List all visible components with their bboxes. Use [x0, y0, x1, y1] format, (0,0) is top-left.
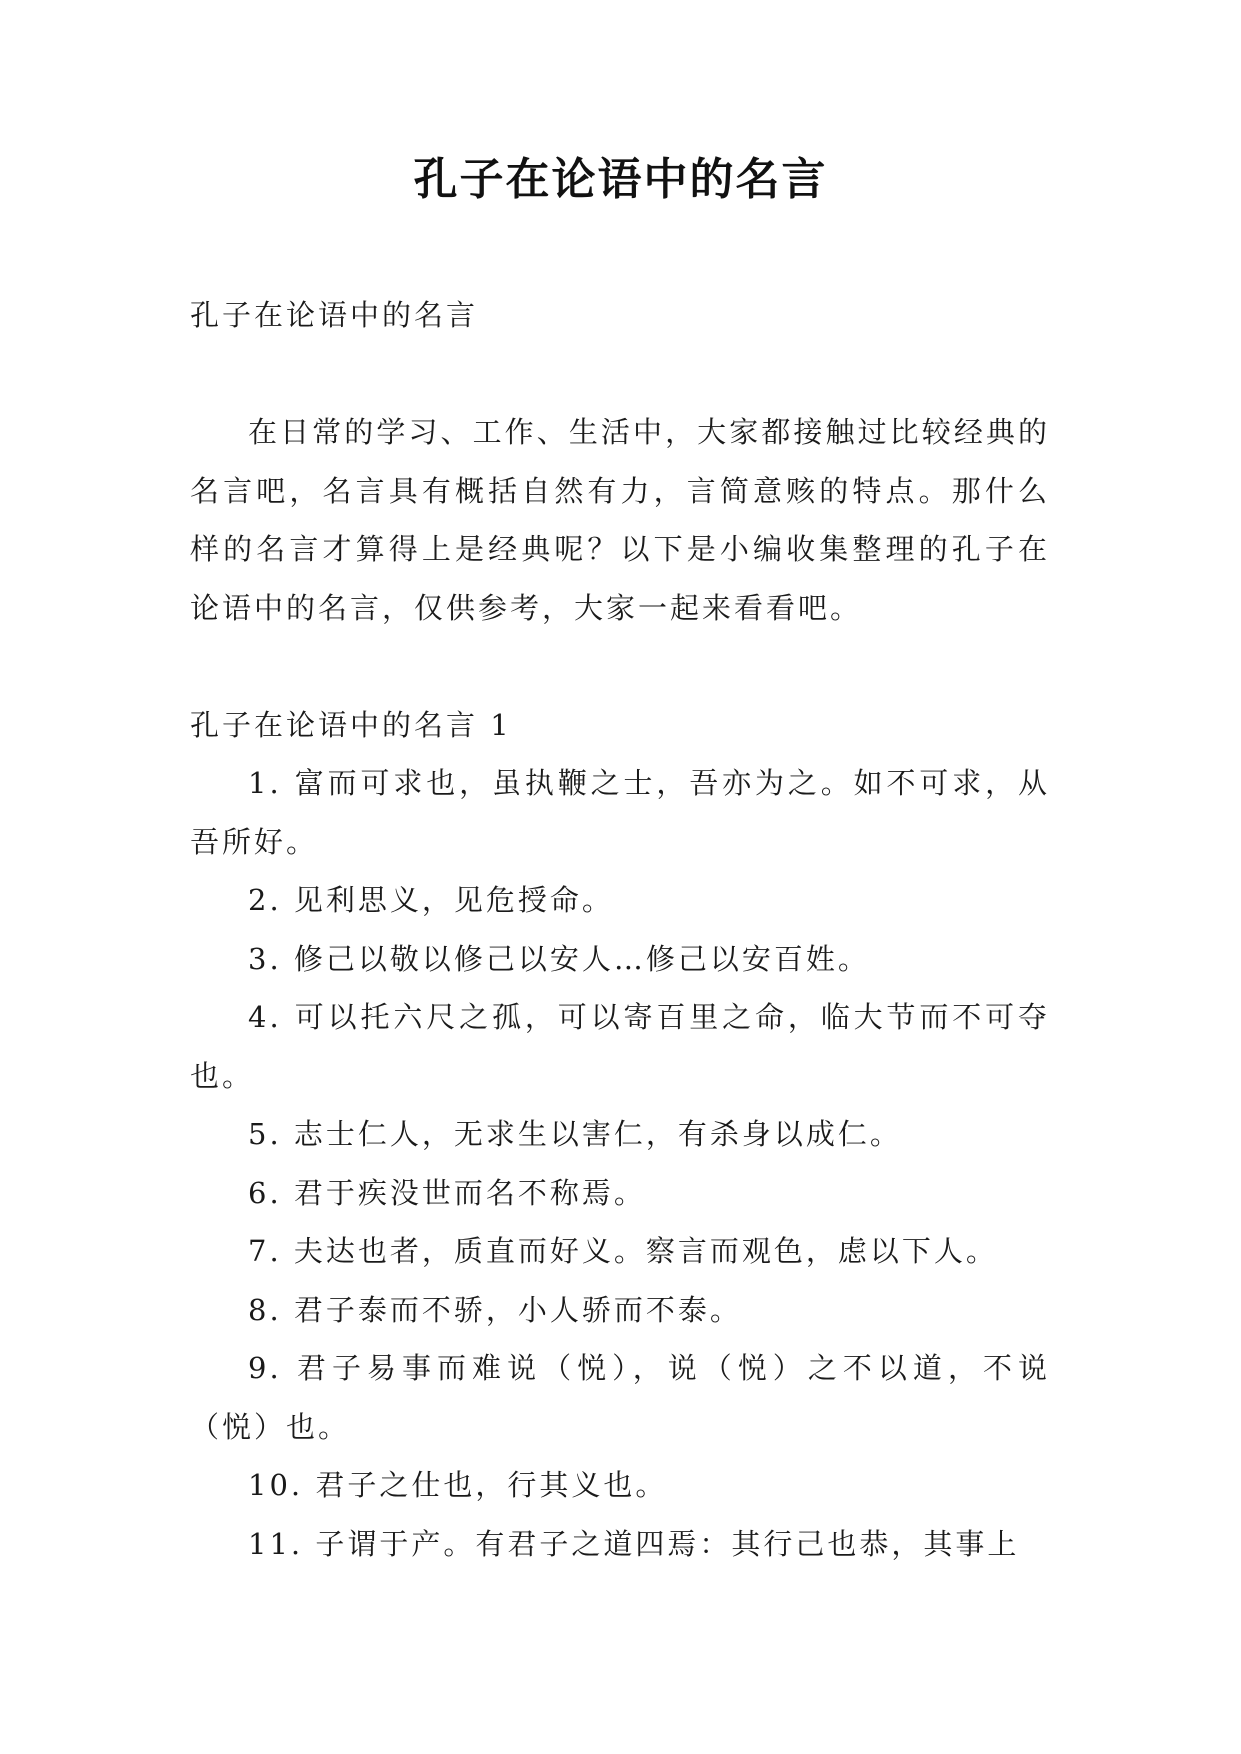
document-title: 孔子在论语中的名言 — [413, 154, 828, 205]
paragraph-gap — [190, 637, 1050, 696]
paragraph-gap — [190, 345, 1050, 404]
quote-item: 4. 可以托六尺之孤，可以寄百里之命，临大节而不可夺也。 — [190, 1000, 1050, 1093]
document-subtitle: 孔子在论语中的名言 — [190, 298, 479, 332]
quote-item: 8. 君子泰而不骄，小人骄而不泰。 — [248, 1292, 742, 1327]
document-body — [190, 286, 1050, 1573]
quote-item: 3. 修己以敬以修己以安人…修己以安百姓。 — [248, 941, 870, 976]
quote-item: 10. 君子之仕也，行其义也。 — [248, 1468, 668, 1502]
quote-item: 11. 子谓于产。有君子之道四焉：其行己也恭，其事上 — [248, 1526, 1020, 1561]
quote-item: 5. 志士仁人，无求生以害仁，有杀身以成仁。 — [248, 1117, 902, 1151]
quote-item: 6. 君于疾没世而名不称焉。 — [248, 1175, 646, 1210]
quote-item: 7. 夫达也者，质直而好义。察言而观色，虑以下人。 — [248, 1234, 998, 1268]
quote-item: 2. 见利思义，见危授命。 — [248, 883, 614, 917]
quote-item: 1. 富而可求也，虽执鞭之士，吾亦为之。如不可求，从吾所好。 — [190, 766, 1050, 859]
quote-item: 9. 君子易事而难说（悦），说（悦）之不以道，不说（悦）也。 — [190, 1351, 1050, 1444]
intro-paragraph: 在日常的学习、工作、生活中，大家都接触过比较经典的名言吧，名言具有概括自然有力，言简意赅的特点。那什么样的名言才算得上是经典呢？以下是小编收集整理的孔子在论语中的名言，仅供参考，大家一起来看看吧。 — [190, 415, 1050, 625]
section-heading: 孔子在论语中的名言 1 — [190, 707, 512, 742]
